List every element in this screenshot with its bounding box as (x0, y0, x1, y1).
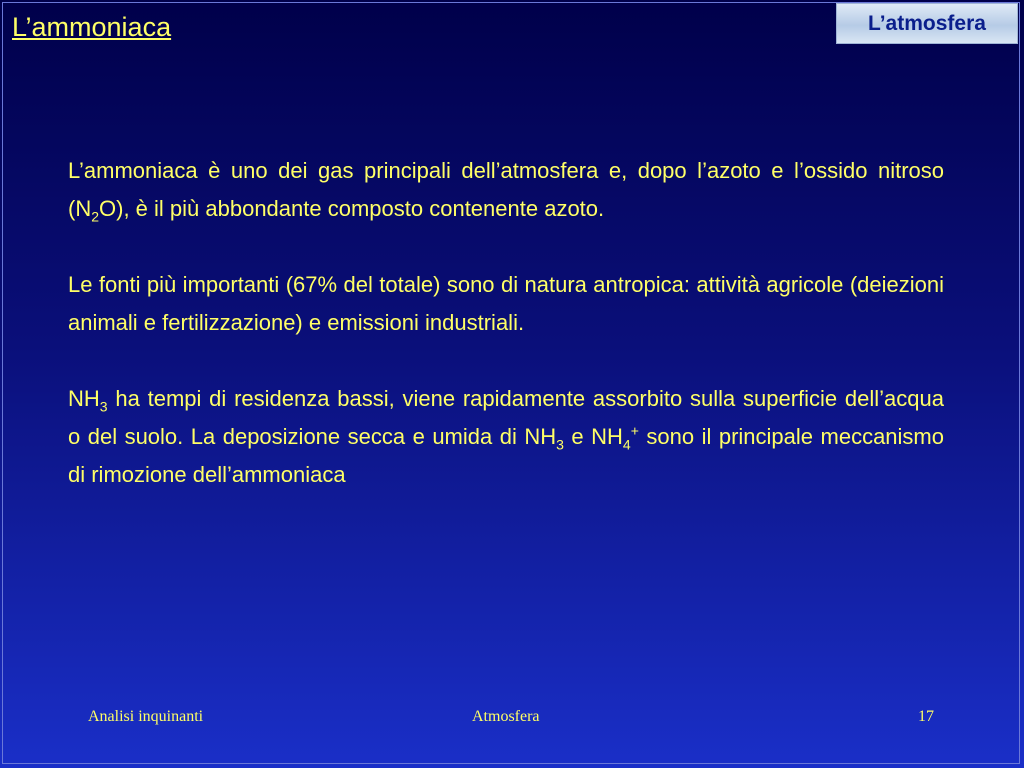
footer-center: Atmosfera (472, 708, 540, 725)
paragraph-1-text-a: L’ammoniaca è uno dei gas principali dell’atmosfera e, dopo l’azoto e l’ossido nitroso (N (68, 158, 944, 221)
subscript-4: 4 (622, 436, 631, 453)
page-number: 17 (918, 708, 934, 725)
paragraph-2: Le fonti più importanti (67% del totale) sono di natura antropica: attività agricole (deiezioni animali e fertilizzazione) e emissioni industriali. (68, 272, 944, 335)
slide-title: L’ammoniaca (12, 12, 172, 42)
subscript-2: 2 (91, 208, 100, 225)
superscript-plus: + (630, 422, 639, 439)
paragraph-3-text-c: e NH (563, 424, 623, 449)
subscript-3b: 3 (556, 436, 564, 453)
subscript-3a: 3 (99, 398, 108, 415)
paragraph-1 (68, 152, 944, 228)
section-badge (836, 3, 1018, 44)
paragraph-3 (68, 380, 944, 494)
paragraph-3-text-b: ha tempi di residenza bassi, viene rapidamente assorbito sulla superficie dell’acqua o del suolo. La deposizione secca e umida di NH (68, 386, 944, 449)
footer-left: Analisi inquinanti (88, 708, 204, 725)
paragraph-3-text-a: NH (68, 386, 100, 411)
paragraph-1-text-b: O), è il più abbondante composto contenente azoto. (99, 196, 605, 221)
slide-body (68, 152, 944, 532)
section-badge-label: L’atmosfera (868, 11, 986, 35)
paragraph-3-text-d: sono il principale meccanismo di rimozione dell’ammoniaca (68, 424, 944, 487)
